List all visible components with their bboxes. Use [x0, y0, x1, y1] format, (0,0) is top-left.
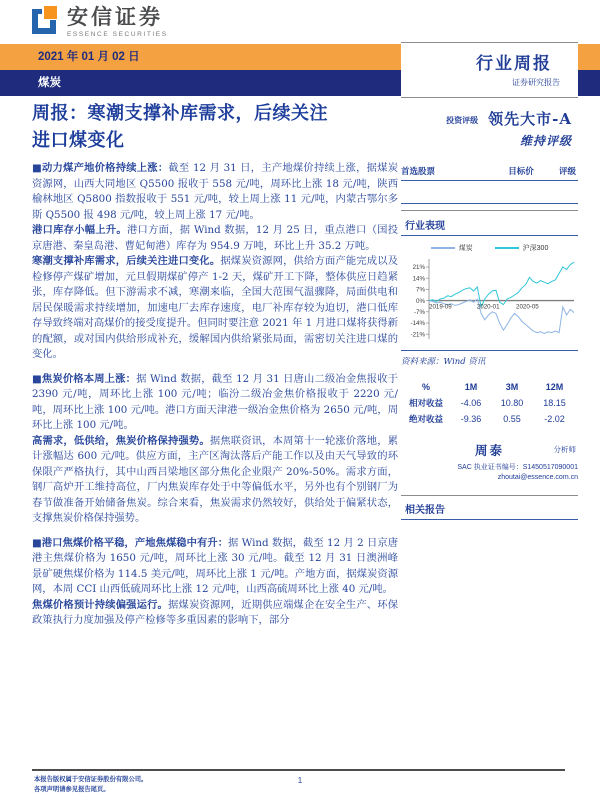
brand-logo [32, 6, 168, 38]
svg-text:14%: 14% [412, 275, 425, 283]
industry-performance-chart [401, 255, 578, 343]
chart-wrap [401, 255, 578, 347]
paragraph-lead: 高需求，低供给，焦炭价格保持强势。 [32, 434, 210, 447]
report-subtype: 证券研究报告 [512, 78, 560, 87]
analyst-sac-number: SAC 执业证书编号：S1450517090001 [457, 464, 578, 471]
related-reports-title: 相关报告 [401, 499, 578, 520]
absolute-return-1m: -9.36 [460, 414, 482, 424]
paragraph-body: 据煤炭资源网，近期供应端煤企在安全生产、环保政策执行力度加强及停产检修等多重因素的影响下，部分 [32, 598, 399, 626]
csi300-line-swatch [495, 247, 519, 249]
svg-text:-7%: -7% [413, 309, 425, 316]
footer-divider [32, 769, 565, 771]
legend-item-coal [431, 243, 473, 253]
paragraph-coke-demand [32, 434, 398, 527]
absolute-return-label: 绝对收益 [408, 415, 443, 425]
analyst-block [401, 441, 578, 481]
target-price-col: 目标价 [508, 167, 534, 177]
legend-label-csi300: 沪深300 [522, 245, 549, 252]
paragraph-body: 据焦联资讯，本周第十一轮涨价落地，累计涨幅达 600 元/吨。供应方面，主产区淘汰落后产能工作以及由天气导致的环保限产严格执行，其中山西吕梁地区部分焦化企业限产 20%-50%。需求方面，钢厂高炉开工维持高位，厂内焦炭库存处于中等偏低水平，另外也有个别钢厂为春节做准备开始储备焦炭。综合来看，焦炭需求仍然较好，供给处于偏紧状态，支撑焦炭价格保持强势。 [32, 434, 399, 524]
investment-rating-row [401, 108, 578, 129]
legend-item-csi300 [495, 243, 549, 253]
relative-return-row [401, 395, 578, 411]
paragraph-body: 据煤炭资源网，供给方面产能完成以及检修停产煤矿增加，元旦假期煤矿停产 1-2 天，煤矿开工下降，整体供应日趋紧张，库存降低。但下游需求不减，寒潮来临，全国大范围气温骤降，局面供电和居民保暖需求持续增加，加速电厂去库存速度，电厂补库存较为迫切，港口低库存导致终端对高煤价的接受度提升。但同时要注意 2021 年 1 月进口煤将获得新的配额，或对国内供给形成补充，缓解国内供给紧张局面，需密切关注进口煤的变化。 [32, 255, 399, 360]
legend-label-coal: 煤炭 [458, 245, 473, 252]
returns-h-12m: 12M [545, 382, 564, 392]
paragraph-cold-wave [32, 254, 398, 363]
chart-legend [401, 243, 578, 253]
industry-performance-section [401, 210, 578, 236]
svg-text:7%: 7% [416, 286, 425, 294]
preferred-stock-empty-rows [401, 181, 578, 204]
page-number: 1 [297, 776, 303, 785]
absolute-return-12m: -2.02 [544, 414, 565, 424]
essence-logo-icon [32, 6, 59, 35]
returns-table [401, 379, 578, 427]
relative-return-1m: -4.06 [460, 398, 482, 408]
analyst-title: 分析师 [553, 445, 576, 454]
analyst-email: zhoutai@essence.com.cn [497, 474, 578, 481]
paragraph-body: 据 Wind 数据，截至 12 月 31 日唐山二级冶金焦报收于 2390 元/吨，周环比上涨 100 元/吨；临汾二级冶金焦价格报收于 2220 元/吨，周环比上涨 100 元/吨。港口方面天津港一级冶金焦价格为 2650 元/吨，周环比上涨 100 元/吨。 [32, 372, 398, 431]
paragraph-body: 截至 12 月 31 日，主产地煤价持续上涨，据煤炭资源网，山西大同地区 Q5500 报收于 558 元/吨，周环比上涨 18 元/吨，陕西榆林地区 Q5800 指数报收于 551 元/吨，较上周上涨 11 元/吨，内蒙古鄂尔多斯 Q5500 报 498 元/吨，较上周上涨 17 元/吨。 [32, 162, 398, 221]
brand-name [67, 6, 168, 38]
rating-value: 领先大市-A [488, 110, 572, 128]
paragraph-lead: ■动力煤产地价格持续上涨： [32, 162, 169, 174]
brand-name-cn: 安信证券 [67, 6, 163, 29]
rating-status: 维持评级 [519, 134, 572, 148]
preferred-stock-header [401, 165, 578, 181]
paragraph-coke-price [32, 372, 398, 434]
paragraph-lead: ■港口焦煤价格平稳，产地焦煤稳中有升： [32, 536, 229, 549]
absolute-return-row [401, 411, 578, 427]
coal-line-swatch [431, 247, 455, 249]
relative-return-label: 相对收益 [408, 399, 443, 409]
paragraph-lead: 港口库存小幅上升。 [32, 224, 127, 236]
returns-header-row [401, 379, 578, 395]
related-reports-section [401, 495, 578, 520]
industry-performance-title: 行业表现 [401, 215, 578, 236]
paragraph-lead: ■焦炭价格本周上涨： [32, 372, 137, 385]
preferred-stock-col: 首选股票 [401, 167, 436, 177]
returns-h-1m: 1M [464, 382, 478, 392]
analyst-name: 周泰 [474, 443, 504, 458]
sidebar [401, 100, 578, 520]
returns-h-pct: % [421, 382, 430, 392]
report-type: 行业周报 [476, 54, 552, 74]
svg-text:21%: 21% [412, 264, 425, 272]
svg-text:-14%: -14% [410, 320, 425, 328]
chart-source: 资料来源：Wind 资讯 [401, 350, 578, 367]
footer-copyright: 本报告版权属于安信证券股份有限公司。 [34, 776, 148, 783]
paragraph-coking-coal-outlook [32, 598, 398, 629]
paragraph-body: 港口方面，据 Wind 数据，12 月 25 日，重点港口（国投京唐港、秦皇岛港、曹妃甸港）库存为 954.9 万吨，环比上升 35.2 万吨。 [32, 224, 398, 252]
returns-h-3m: 3M [505, 382, 519, 392]
paragraph-coking-coal-price [32, 536, 398, 598]
report-date: 2021 年 01 月 02 日 [38, 51, 140, 63]
svg-text:2020-01: 2020-01 [476, 303, 500, 311]
paragraph-thermal-coal-price [32, 161, 398, 223]
report-type-box [401, 42, 578, 98]
brand-name-en: ESSENCE SECURITIES [67, 31, 168, 38]
paragraph-port-inventory [32, 223, 398, 254]
relative-return-12m: 18.15 [543, 398, 566, 408]
absolute-return-3m: 0.55 [503, 414, 521, 424]
relative-return-3m: 10.80 [500, 398, 524, 408]
paragraph-lead: 焦煤价格预计持续偏强运行。 [32, 598, 169, 611]
rating-label: 投资评级 [446, 115, 479, 125]
svg-text:2020-05: 2020-05 [516, 303, 539, 311]
footer-note: 各项声明请参见报告尾页。 [34, 785, 110, 793]
report-body [32, 161, 398, 629]
report-title: 周报：寒潮支撑补库需求，后续关注进口煤变化 [32, 103, 328, 151]
svg-text:-21%: -21% [410, 331, 425, 339]
svg-text:2019-09: 2019-09 [429, 303, 452, 311]
svg-text:0%: 0% [416, 297, 425, 305]
paragraph-body: 据 Wind 数据，截至 12 月 2 日京唐港主焦煤价格为 1650 元/吨，周环比上涨 30 元/吨。截至 12 月 31 日澳洲峰景矿硬焦煤价格为 114.5 美元/吨，周环比上涨 1 元/吨。产地方面，据煤炭资源网，本周 CCI 山西低硫周环比上涨 12 元/吨，山西高硫周环比上涨 40 元/吨。 [32, 536, 398, 595]
paragraph-lead: 寒潮支撑补库需求，后续关注进口变化。 [32, 255, 221, 267]
stock-rating-col: 评级 [558, 167, 576, 177]
main-column [32, 100, 398, 629]
industry-name: 煤炭 [38, 77, 61, 89]
